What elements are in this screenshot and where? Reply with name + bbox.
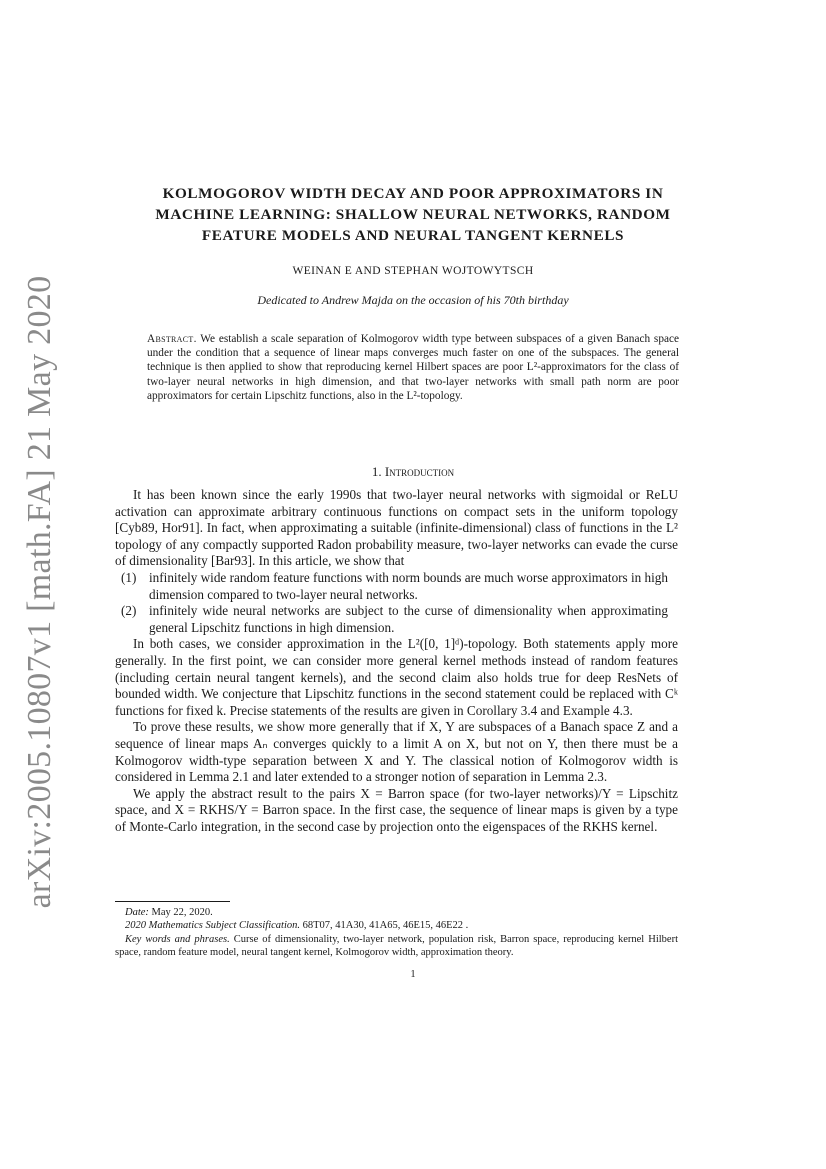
list-number: (1) bbox=[121, 569, 137, 585]
page-number: 1 bbox=[410, 969, 416, 980]
paragraph: We apply the abstract result to the pairs X = Barron space (for two-layer networks)/Y = Lipschitz space, and X = RKHS/Y = Barron space. In the first case, the sequence of linear maps is given by a type of Monte-Carlo integration, in the second case by projection onto the eigenspaces of the RKHS kernel. bbox=[115, 785, 678, 834]
list-item bbox=[115, 570, 678, 603]
list-number: (2) bbox=[121, 603, 137, 619]
body-text bbox=[115, 487, 678, 835]
paragraph: It has been known since the early 1990s that two-layer neural networks with sigmoidal or ReLU activation can approximate arbitrary continuous functions on compact sets in the uniform topology [Cyb89, Hor91]. In fact, when approximating a suitable (infinite-dimensional) class of functions in the L² topology of any compactly supported Radon probability measure, two-layer networks can evade the curse of dimensionality [Bar93]. In this article, we show that bbox=[115, 487, 678, 569]
footnote-rule bbox=[115, 901, 230, 902]
footnote-label: 2020 Mathematics Subject Classification. bbox=[125, 920, 300, 932]
paragraph: In both cases, we consider approximation in the L²([0, 1]ᵈ)-topology. Both statements apply more generally. In the first point, we can consider more general kernel methods instead of random features (including certain neural tangent kernels), and the second claim also holds true for deep ResNets of bounded width. We conjecture that Lipschitz functions in the second statement could be replaced with Cᵏ functions for fixed k. Precise statements of the results are given in Corollary 3.4 and Example 4.3. bbox=[115, 636, 678, 718]
footnote-label: Key words and phrases. bbox=[125, 933, 230, 945]
list-text: infinitely wide random feature functions with norm bounds are much worse approximators in high dimension compared to two-layer neural networks. bbox=[149, 569, 668, 602]
footnote-value: Curse of dimensionality, two-layer network, population risk, Barron space, reproducing kernel Hilbert space, random feature model, neural tangent kernel, Kolmogorov width, approximation theory. bbox=[115, 933, 678, 959]
arxiv-stamp bbox=[18, 275, 62, 909]
section-heading bbox=[110, 464, 716, 480]
section-title: Introduction bbox=[384, 464, 455, 479]
result-list bbox=[115, 570, 678, 636]
footnote-label: Date: bbox=[125, 907, 149, 918]
title-line: MACHINE LEARNING: SHALLOW NEURAL NETWORKS, RANDOM bbox=[155, 206, 671, 223]
title-line: KOLMOGOROV WIDTH DECAY AND POOR APPROXIMATORS IN bbox=[162, 185, 664, 202]
abstract bbox=[147, 332, 679, 403]
footnote-date bbox=[115, 906, 678, 919]
list-text: infinitely wide neural networks are subject to the curse of dimensionality when approximating general Lipschitz functions in high dimension. bbox=[149, 603, 668, 635]
footnotes bbox=[115, 906, 678, 960]
paragraph: To prove these results, we show more generally that if X, Y are subspaces of a Banach space Z and a sequence of linear maps Aₙ converges quickly to a limit A on X, but not on Y, then there must be a Kolmogorov width-type separation between X and Y. The classical notion of Kolmogorov width is considered in Lemma 2.1 and later extended to a stronger notion of separation in Lemma 2.3. bbox=[115, 719, 678, 785]
arxiv-id: arXiv:2005.10807v1 [math.FA] 21 May 2020 bbox=[21, 275, 58, 909]
abstract-label: Abstract. bbox=[147, 333, 197, 345]
title-line: FEATURE MODELS AND NEURAL TANGENT KERNELS bbox=[201, 227, 625, 244]
dedication: Dedicated to Andrew Majda on the occasion of his 70th birthday bbox=[257, 293, 569, 307]
footnote-value: 68T07, 41A30, 41A65, 46E15, 46E22 . bbox=[302, 920, 469, 932]
list-item bbox=[115, 603, 678, 636]
footnote-value: May 22, 2020. bbox=[151, 907, 213, 918]
authors: WEINAN E AND STEPHAN WOJTOWYTSCH bbox=[292, 265, 534, 277]
paper-title bbox=[110, 183, 716, 246]
section-number: 1. bbox=[371, 464, 382, 479]
footnote-msc bbox=[115, 919, 678, 932]
abstract-text: We establish a scale separation of Kolmogorov width type between subspaces of a given Banach space under the condition that a sequence of linear maps converges much faster on one of the subspaces. The general technique is then applied to show that reproducing kernel Hilbert spaces are poor L²-approximators for the class of two-layer neural networks in high dimension, and that two-layer networks with small path norm are poor approximators for certain Lipschitz functions, also in the L²-topology. bbox=[147, 333, 680, 402]
footnote-keywords bbox=[115, 933, 678, 960]
